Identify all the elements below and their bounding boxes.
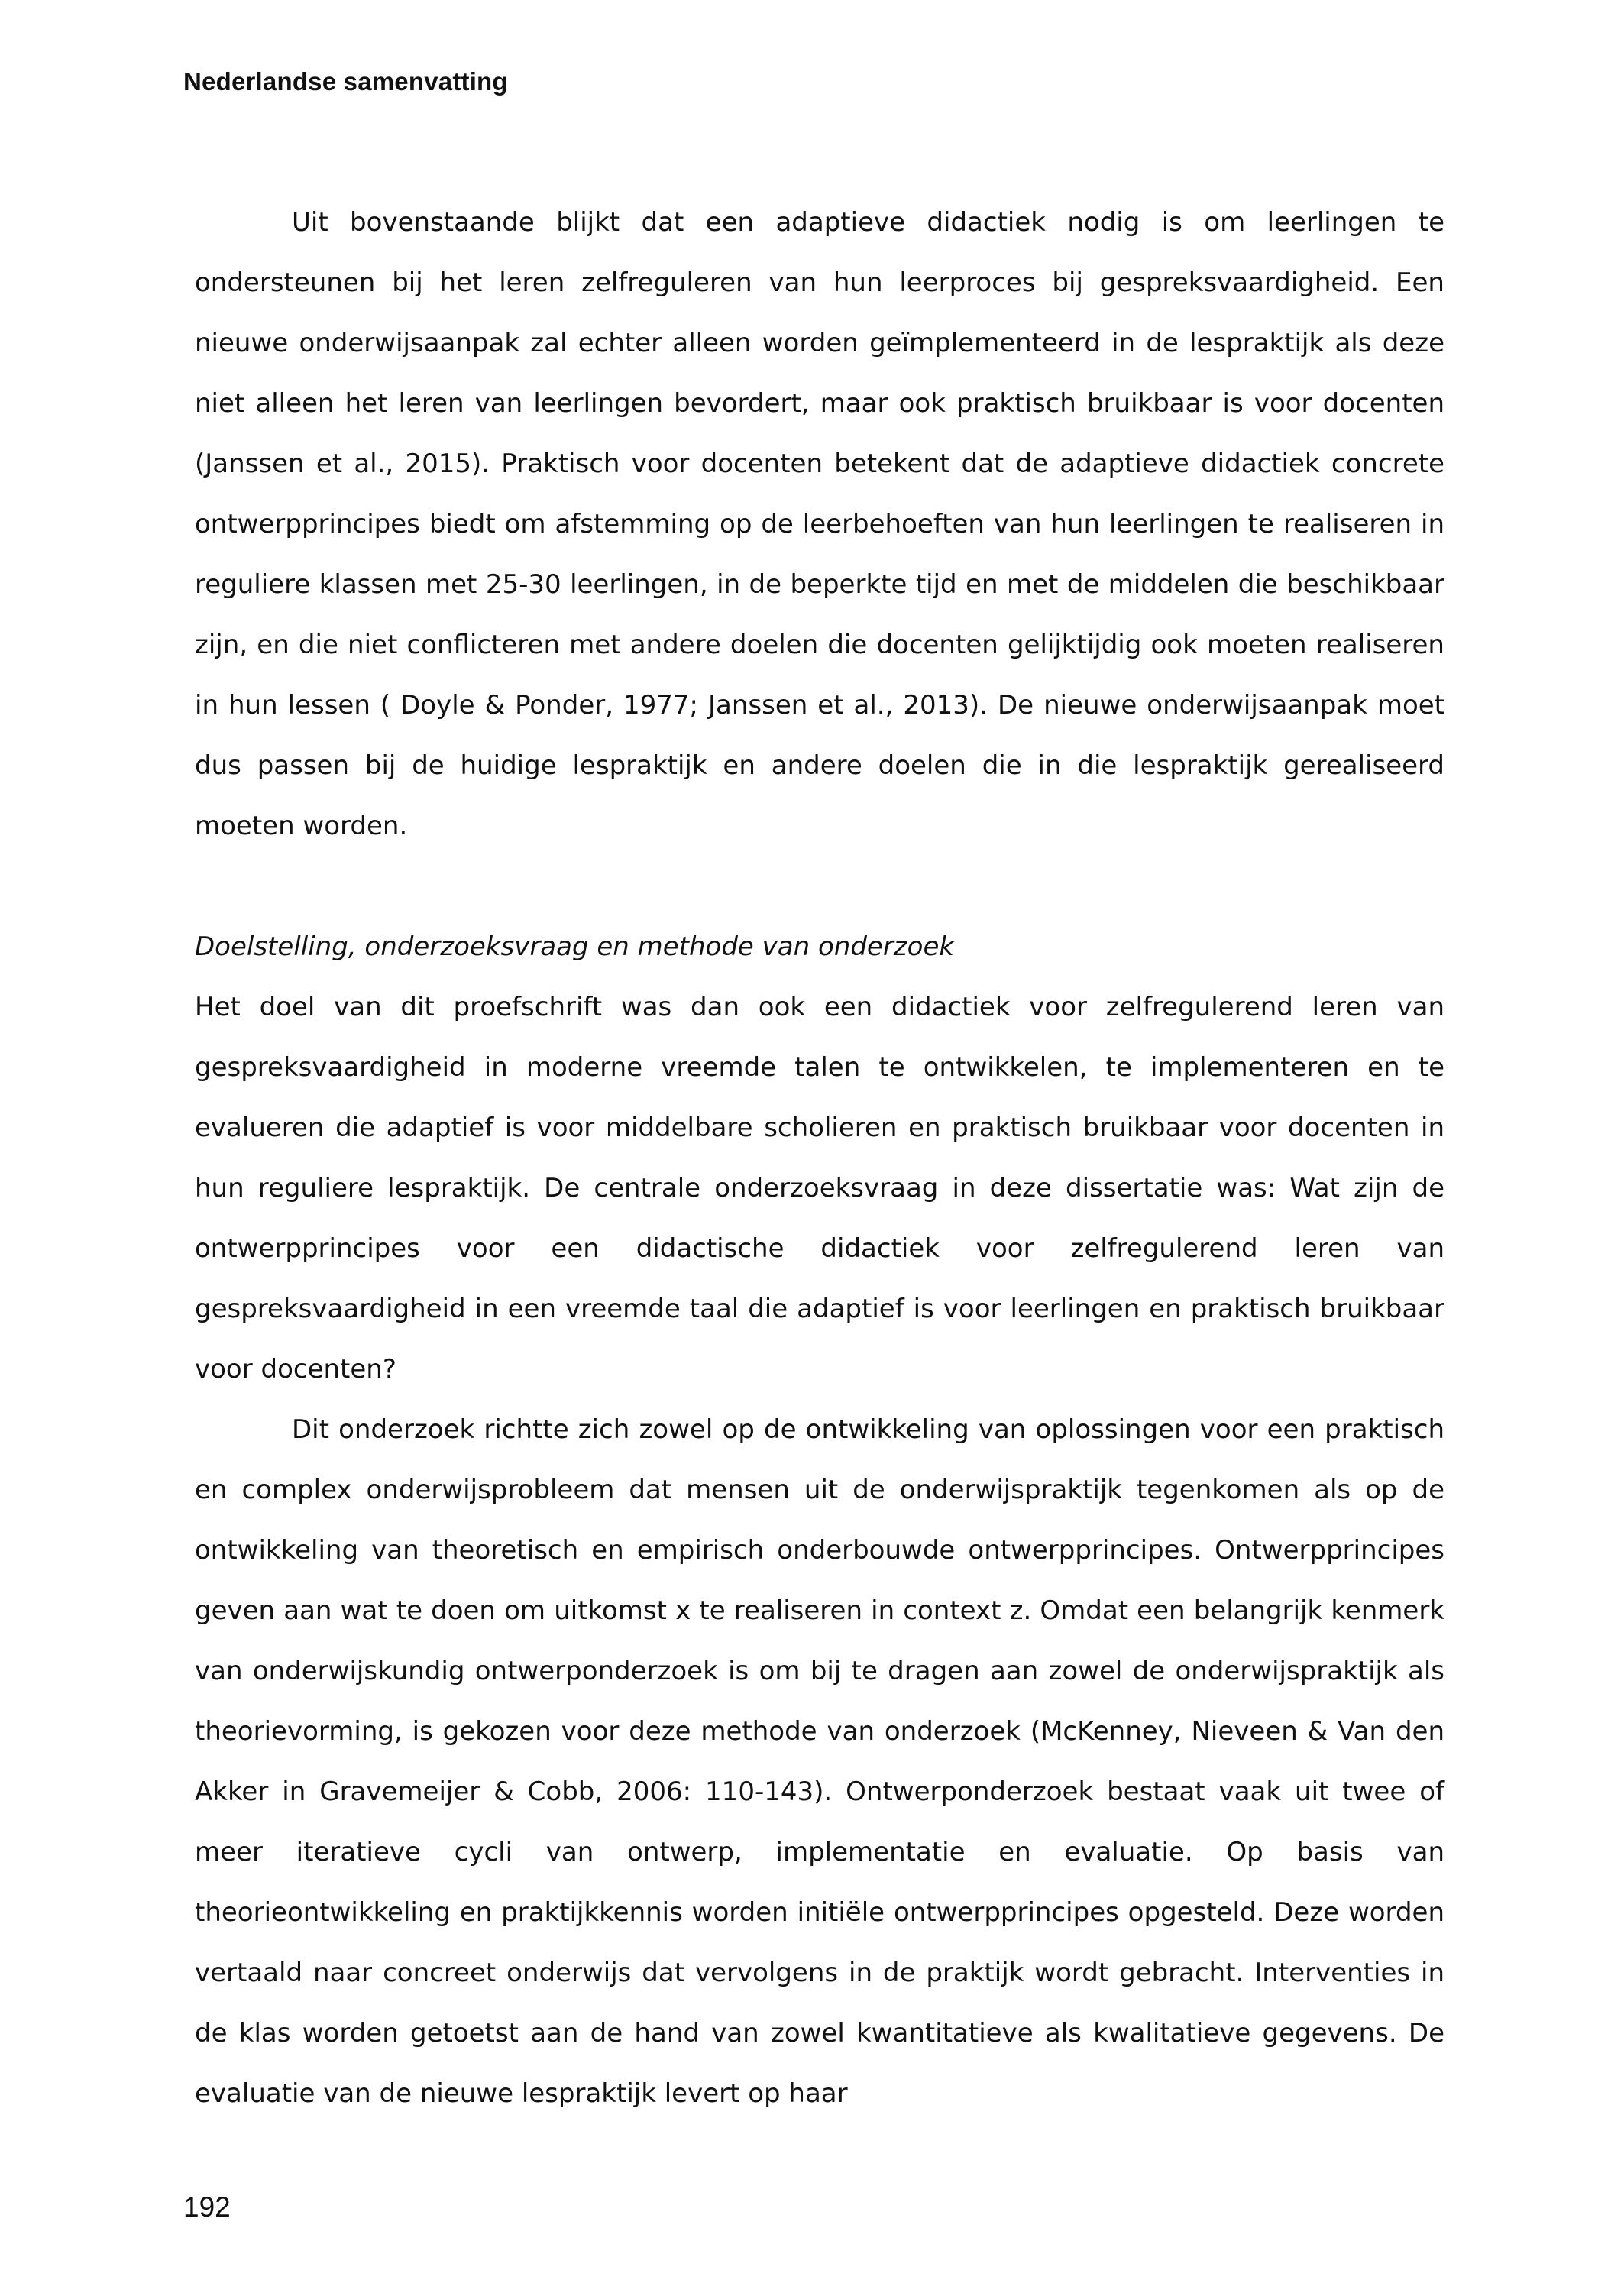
page-number: 192	[183, 2191, 231, 2223]
paragraph-intro: Uit bovenstaande blijkt dat een adaptieve didactiek nodig is om leerlingen te ondersteunen bij het leren zelfreguleren van hun leerproces bij gespreksvaardigheid. Een nieuwe onderwijsaanpak zal echter alleen worden geïmplementeerd in de lespraktijk als deze niet alleen het leren van leerlingen bevordert, maar ook praktisch bruikbaar is voor docenten (Janssen et al., 2015). Praktisch voor docenten betekent dat de adaptieve didactiek concrete ontwerpprincipes biedt om afstemming op de leerbehoeften van hun leerlingen te realiseren in reguliere klassen met 25-30 leerlingen, in de beperkte tijd en met de middelen die beschikbaar zijn, en die niet conflicteren met andere doelen die docenten gelijktijdig ook moeten realiseren in hun lessen ( Doyle & Ponder, 1977; Janssen et al., 2013). De nieuwe onderwijsaanpak moet dus passen bij de huidige lespraktijk en andere doelen die in die lespraktijk gerealiseerd moeten worden.	[195, 207, 1444, 841]
running-header: Nederlandse samenvatting	[183, 67, 508, 96]
main-text	[195, 193, 1444, 2124]
section-heading: Doelstelling, onderzoeksvraag en methode van onderzoek	[195, 931, 955, 962]
paragraph-research-goal: Het doel van dit proefschrift was dan ook een didactiek voor zelfregulerend leren van gespreksvaardigheid in moderne vreemde talen te ontwikkelen, te implementeren en te evalueren die adaptief is voor middelbare scholieren en praktisch bruikbaar voor docenten in hun reguliere lespraktijk. De centrale onderzoeksvraag in deze dissertatie was: Wat zijn de ontwerpprincipes voor een didactische didactiek voor zelfregulerend leren van gespreksvaardigheid in een vreemde taal die adaptief is voor leerlingen en praktisch bruikbaar voor docenten?	[195, 992, 1444, 1385]
paragraph-research-method: Dit onderzoek richtte zich zowel op de ontwikkeling van oplossingen voor een praktisch en complex onderwijsprobleem dat mensen uit de onderwijspraktijk tegenkomen als op de ontwikkeling van theoretisch en empirisch onderbouwde ontwerpprincipes. Ontwerpprincipes geven aan wat te doen om uitkomst x te realiseren in context z. Omdat een belangrijk kenmerk van onderwijskundig ontwerponderzoek is om bij te dragen aan zowel de onderwijspraktijk als theorievorming, is gekozen voor deze methode van onderzoek (McKenney, Nieveen & Van den Akker in Gravemeijer & Cobb, 2006: 110-143). Ontwerponderzoek bestaat vaak uit twee of meer iteratieve cycli van ontwerp, implementatie en evaluatie. Op basis van theorieontwikkeling en praktijkkennis worden initiële ontwerpprincipes opgesteld. Deze worden vertaald naar concreet onderwijs dat vervolgens in de praktijk wordt gebracht. Interventies in de klas worden getoetst aan de hand van zowel kwantitatieve als kwalitatieve gegevens. De evaluatie van de nieuwe lespraktijk levert op haar	[195, 1414, 1444, 2109]
